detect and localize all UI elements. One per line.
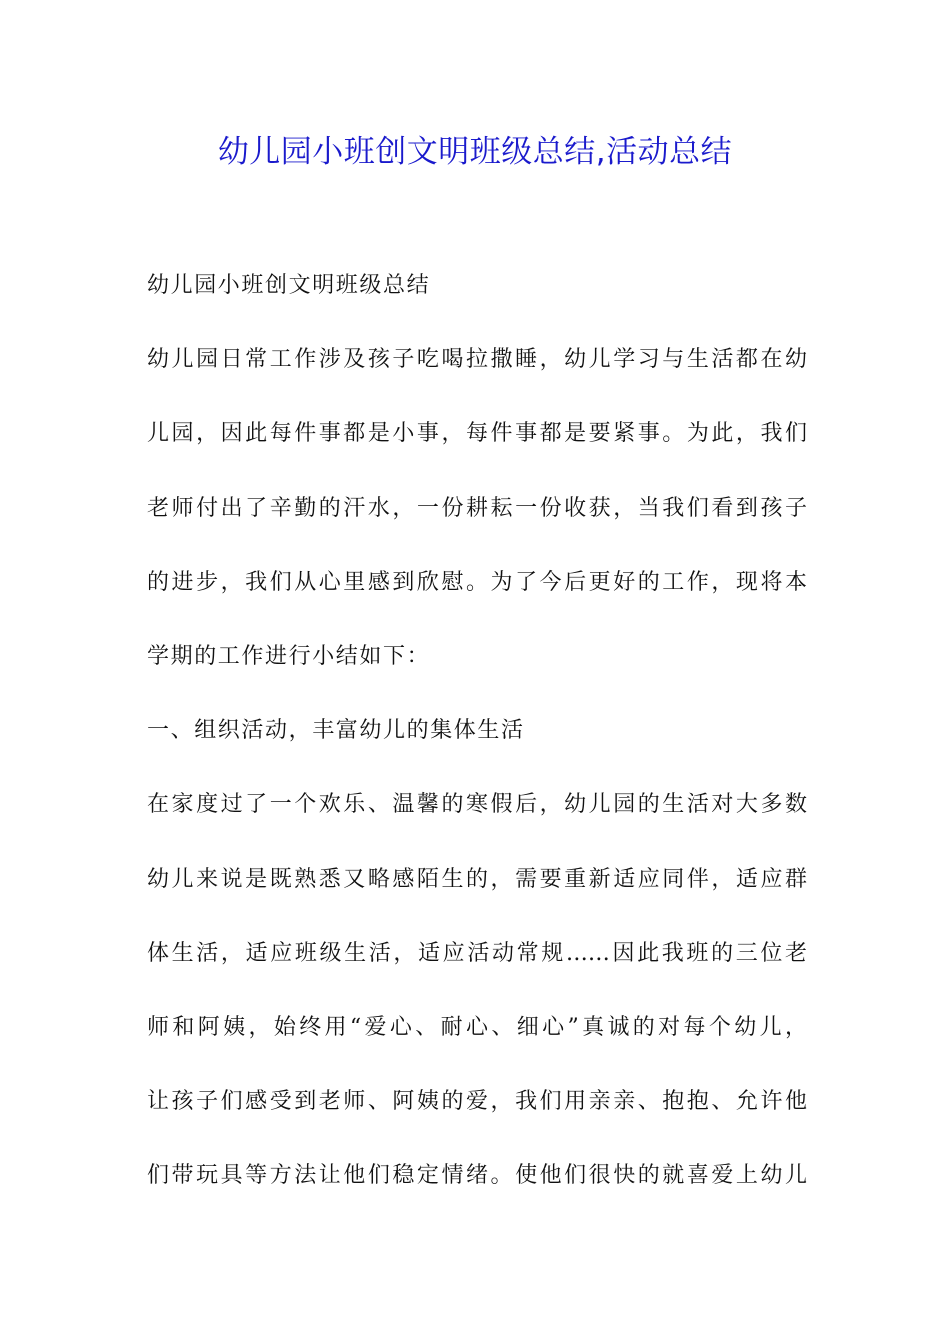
paragraph-line: 体生活，适应班级生活，适应活动常规……因此我班的三位老 — [147, 940, 807, 966]
section-heading: 幼儿园小班创文明班级总结 — [147, 273, 431, 298]
document-title: 幼儿园小班创文明班级总结,活动总结 — [217, 134, 733, 170]
paragraph-line: 儿园，因此每件事都是小事，每件事都是要紧事。为此，我们 — [147, 421, 807, 447]
paragraph-line: 幼儿来说是既熟悉又略感陌生的，需要重新适应同伴，适应群 — [147, 866, 807, 892]
paragraph-line: 们带玩具等方法让他们稳定情绪。使他们很快的就喜爱上幼儿 — [147, 1163, 807, 1189]
paragraph-line: 在家度过了一个欢乐、温馨的寒假后，幼儿园的生活对大多数 — [147, 792, 807, 818]
paragraph-line: 师和阿姨，始终用“爱心、耐心、细心”真诚的对每个幼儿， — [147, 1014, 807, 1040]
section-heading: 一、组织活动，丰富幼儿的集体生活 — [147, 718, 525, 744]
paragraph-line: 学期的工作进行小结如下： — [147, 643, 431, 669]
document-body — [147, 262, 807, 1226]
paragraph-line: 的进步，我们从心里感到欣慰。为了今后更好的工作，现将本 — [147, 569, 807, 595]
paragraph-line: 让孩子们感受到老师、阿姨的爱，我们用亲亲、抱抱、允许他 — [147, 1089, 807, 1115]
paragraph-line: 老师付出了辛勤的汗水，一份耕耘一份收获，当我们看到孩子 — [147, 495, 807, 521]
paragraph-line: 幼儿园日常工作涉及孩子吃喝拉撒睡，幼儿学习与生活都在幼 — [147, 347, 807, 373]
